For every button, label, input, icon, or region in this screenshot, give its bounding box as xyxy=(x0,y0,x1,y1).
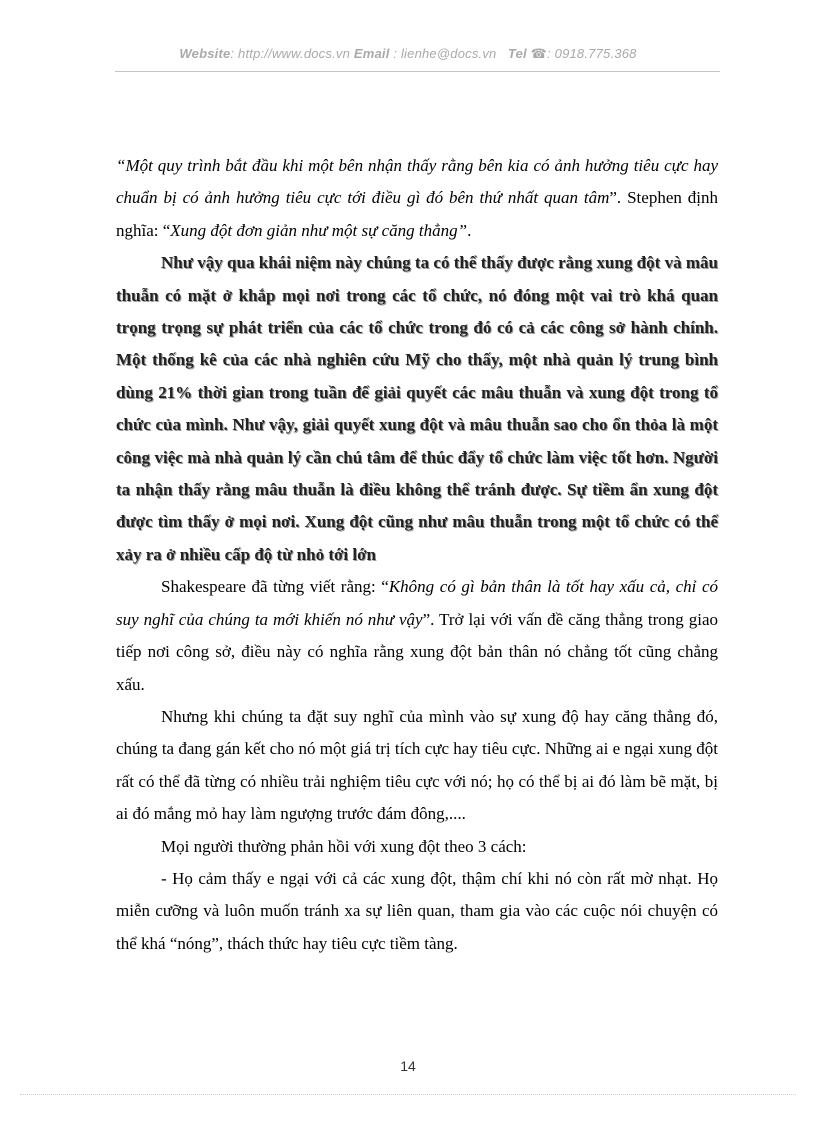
paragraph-definition xyxy=(116,150,718,247)
definition-text: ”. Stephen định nghĩa: “ xyxy=(116,188,718,240)
page-header xyxy=(0,46,816,62)
footer-divider xyxy=(20,1094,796,1095)
paragraph-way-one: - Họ cảm thấy e ngại với cả các xung đột, thậm chí khi nó còn rất mờ nhạt. Họ miễn cưỡng và luôn muốn tránh xa sự liên quan, tham gia vào các cuộc nói chuyện có thể khá “nóng”, thách thức hay tiêu cực tiềm tàng. xyxy=(116,868,718,953)
page-number: 14 xyxy=(400,1058,416,1074)
paragraph-shakespeare xyxy=(116,571,718,701)
website-value: : http://www.docs.vn xyxy=(230,46,351,61)
shakespeare-outro: ”. Trở lại với vấn đề căng thẳng trong giao tiếp nơi công sở, điều này có nghĩa rằng xung đột bản thân nó chẳng tốt cũng chẳng xấu. xyxy=(116,609,718,694)
paragraph-three-ways: Mọi người thường phản hồi với xung đột theo 3 cách: xyxy=(161,836,527,856)
paragraph-conflict-overview: Như vậy qua khái niệm này chúng ta có thể thấy được rằng xung đột và mâu thuẫn có mặt ở khắp mọi nơi trong các tổ chức, nó đóng một vai trò khá quan trọng trọng sự phát triển của các tổ chức trong đó có cả các công sở hành chính. Một thống kê của các nhà nghiên cứu Mỹ cho thấy, một nhà quản lý trung bình dùng 21% thời gian trong tuần để giải quyết các mâu thuẫn và xung đột trong tổ chức của mình. Như vậy, giải quyết xung đột và mâu thuẫn sao cho ổn thỏa là một công việc mà nhà quản lý cần chú tâm để thúc đẩy tổ chức làm việc tốt hơn. Người ta nhận thấy rằng mâu thuẫn là điều không thể tránh được. Sự tiềm ẩn xung đột được tìm thấy ở mọi nơi. Xung đột cũng như mâu thuẫn trong một tổ chức có thể xảy ra ở nhiều cấp độ từ nhỏ tới lớn xyxy=(116,253,718,564)
email-value: : lienhe@docs.vn xyxy=(389,46,497,61)
paragraph-perception: Nhưng khi chúng ta đặt suy nghĩ của mình vào sự xung độ hay căng thẳng đó, chúng ta đang gán kết cho nó một giá trị tích cực hay tiêu cực. Những ai e ngại xung đột rất có thể đã từng có nhiều trải nghiệm tiêu cực với nó; họ có thể bị ai đó làm bẽ mặt, bị ai đó mắng mỏ hay làm ngượng trước đám đông,.... xyxy=(116,706,718,824)
quote-definition: “Một quy trình bắt đầu khi một bên nhận thấy rằng bên kia có ảnh hưởng tiêu cực hay chuẩn bị có ảnh hưởng tiêu cực tới điều gì đó bên thứ nhất quan tâm xyxy=(116,156,718,208)
document-body xyxy=(116,150,718,960)
header-divider xyxy=(115,71,720,72)
tel-value: ☎: 0918.775.368 xyxy=(526,46,637,61)
shakespeare-intro: Shakespeare đã từng viết rằng: “ xyxy=(161,577,389,597)
tel-label: Tel xyxy=(507,46,527,61)
definition-end: . xyxy=(467,220,472,240)
quote-stephen: Xung đột đơn giản như một sự căng thẳng” xyxy=(170,220,468,240)
email-label: Email xyxy=(353,46,390,61)
quote-shakespeare: Không có gì bản thân là tốt hay xấu cả, chỉ có suy nghĩ của chúng ta mới khiến nó như vậy xyxy=(116,577,718,629)
website-label: Website xyxy=(179,46,231,61)
